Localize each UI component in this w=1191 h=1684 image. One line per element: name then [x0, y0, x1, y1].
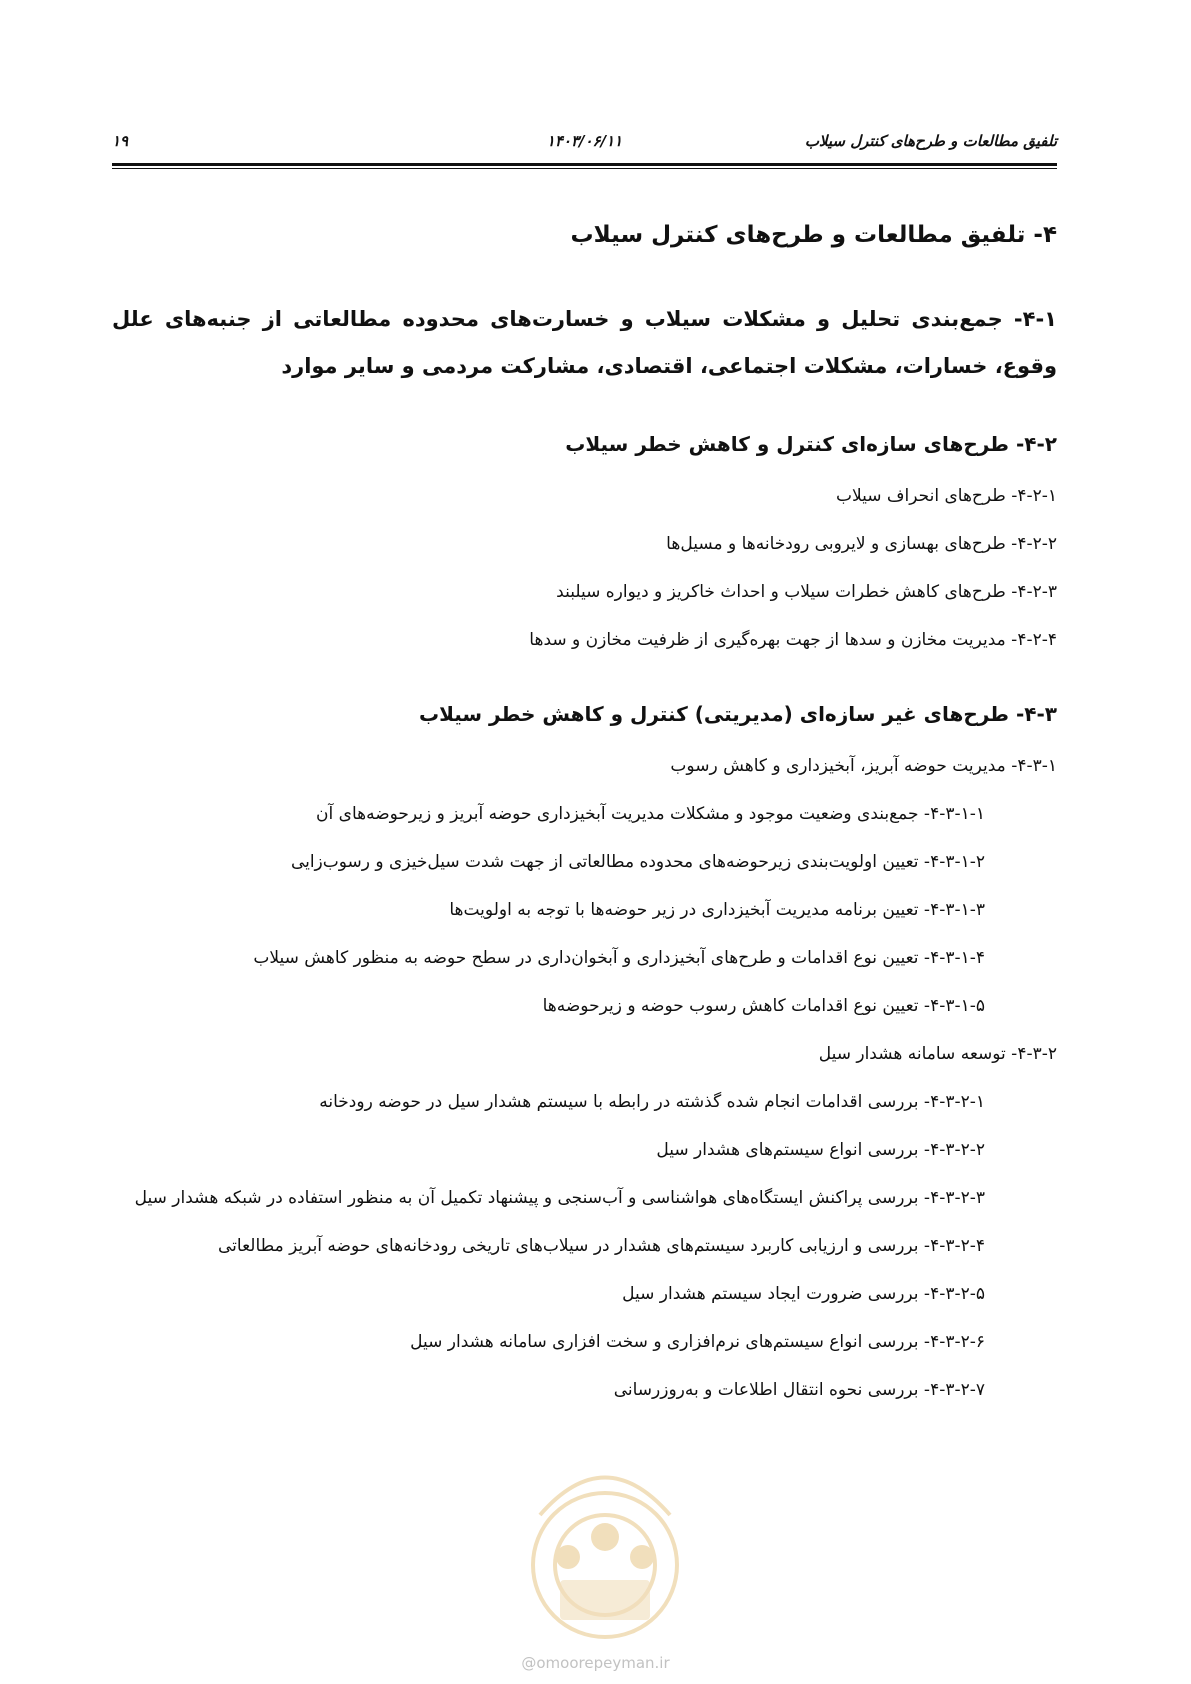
list-item: ۴-۳-۱-۲- تعیین اولویت‌بندی زیرحوضه‌های محدوده مطالعاتی از جهت شدت سیل‌خیزی و رسوب‌زایی: [290, 852, 985, 872]
list-item: ۴-۳-۱-۴- تعیین نوع اقدامات و طرح‌های آبخیزداری و آبخوان‌داری در سطح حوضه به منظور کاهش سیلاب: [253, 948, 985, 968]
list-item: ۴-۳-۱-۱- جمع‌بندی وضعیت موجود و مشکلات مدیریت آبخیزداری حوضه آبریز و زیرحوضه‌های آن: [316, 804, 985, 824]
list-item: ۴-۳-۲-۴- بررسی و ارزیابی کاربرد سیستم‌های هشدار در سیلاب‌های تاریخی رودخانه‌های حوضه آبریز مطالعاتی: [217, 1236, 985, 1256]
page-number: ۱۹: [112, 132, 129, 150]
page-header: [112, 132, 1057, 156]
heading-section-4: ۴- تلفیق مطالعات و طرح‌های کنترل سیلاب: [570, 222, 1057, 248]
list-item: ۴-۳-۲-۷- بررسی نحوه انتقال اطلاعات و به‌روزرسانی: [613, 1380, 985, 1400]
list-item: ۴-۲-۱- طرح‌های انحراف سیلاب: [835, 486, 1057, 506]
header-date: ۱۴۰۳/۰۶/۱۱: [546, 132, 623, 150]
heading-section-4-3: ۴-۳- طرح‌های غیر سازه‌ای (مدیریتی) کنترل و کاهش خطر سیلاب: [418, 702, 1057, 726]
heading-section-4-2: ۴-۲- طرح‌های سازه‌ای کنترل و کاهش خطر سیلاب: [565, 432, 1057, 456]
list-item: ۴-۲-۲- طرح‌های بهسازی و لایروبی رودخانه‌ها و مسیل‌ها: [666, 534, 1057, 554]
subheading-4-3-2: ۴-۳-۲- توسعه سامانه هشدار سیل: [818, 1044, 1057, 1064]
list-item: ۴-۳-۲-۲- بررسی انواع سیستم‌های هشدار سیل: [656, 1140, 985, 1160]
list-item: ۴-۳-۲-۱- بررسی اقدامات انجام شده گذشته در رابطه با سیستم هشدار سیل در حوضه رودخانه: [319, 1092, 985, 1112]
watermark-url: @omoorepeyman.ir: [521, 1654, 670, 1672]
omoorepeyman-seal-icon: [500, 1445, 710, 1650]
list-item: ۴-۳-۲-۶- بررسی انواع سیستم‌های نرم‌افزاری و سخت افزاری سامانه هشدار سیل: [410, 1332, 985, 1352]
document-body: [112, 210, 1057, 1414]
list-item: ۴-۳-۲-۳- بررسی پراکنش ایستگاه‌های هواشناسی و آب‌سنجی و پیشنهاد تکمیل آن به منظور استفاده در شبکه هشدار سیل: [134, 1188, 985, 1208]
list-item: ۴-۳-۱-۵- تعیین نوع اقدامات کاهش رسوب حوضه و زیرحوضه‌ها: [542, 996, 985, 1016]
list-item: ۴-۲-۴- مدیریت مخازن و سدها از جهت بهره‌گیری از ظرفیت مخازن و سدها: [529, 630, 1057, 650]
list-item: ۴-۳-۱-۳- تعیین برنامه مدیریت آبخیزداری در زیر حوضه‌ها با توجه به اولویت‌ها: [449, 900, 985, 920]
list-item: ۴-۳-۲-۵- بررسی ضرورت ایجاد سیستم هشدار سیل: [622, 1284, 985, 1304]
subheading-4-3-1: ۴-۳-۱- مدیریت حوضه آبریز، آبخیزداری و کاهش رسوب: [670, 756, 1057, 776]
header-rule-thick: [112, 163, 1057, 166]
running-title: تلفیق مطالعات و طرح‌های کنترل سیلاب: [804, 132, 1057, 150]
heading-section-4-1: ۴-۱- جمع‌بندی تحلیل و مشکلات سیلاب و خسارت‌های محدوده مطالعاتی از جنبه‌های علل وقوع، خسارات، مشکلات اجتماعی، اقتصادی، مشارکت مردمی و سایر موارد: [112, 307, 1057, 378]
header-rule-thin: [112, 168, 1057, 169]
list-item: ۴-۲-۳- طرح‌های کاهش خطرات سیلاب و احداث خاکریز و دیواره سیلبند: [556, 582, 1057, 602]
